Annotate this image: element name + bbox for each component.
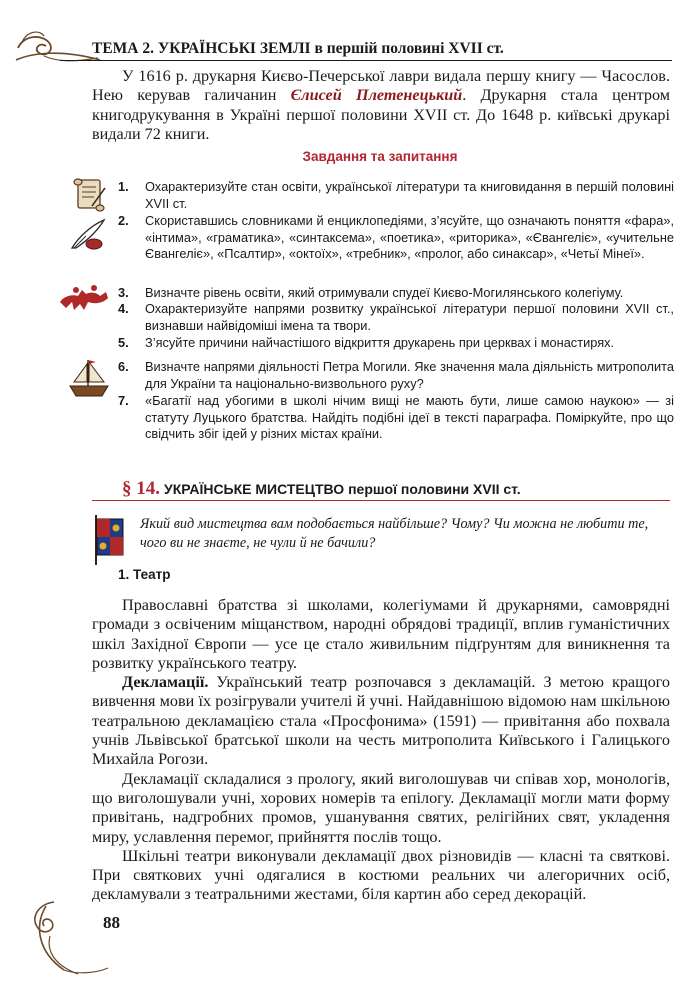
running-header-topic: ТЕМА 2. УКРАЇНСЬКІ ЗЕМЛІ [92,40,311,57]
footer-ornament-icon [24,896,110,976]
term-declamations: Декламації. [122,673,209,692]
page-number: 88 [103,913,120,932]
header-ornament-icon [14,28,102,68]
ship-icon [66,356,112,400]
intro-text-2: . Друкарня стала центром книгодрукування в Україні першої половини XVII ст. До 1648 р. київські друкарі видали 72 книги. [92,86,670,143]
section-title [164,481,521,497]
task-number: 4. [118,301,129,316]
task-text: Скориставшись словниками й енциклопедіями, з’ясуйте, що означають поняття «фара», «інтима», «граматика», «синтаксема», «поетика», «риторика», «Євангеліє», «учительне Євангеліє», «Псалтир», «октоїх», «требник», «пролог, або синаксар», «Четьї Мінеї». [145,213,674,262]
task-item [118,285,674,302]
body-paragraph: Православні братства зі школами, колегіумами й друкарнями, самоврядні громади з освіченим міщанством, народні обрядові традиції, вплив гуманістичних шкіл Західної Європи — усе це стало живильним підґрунтям для виникнення та розвитку українського театру. [92,596,670,672]
section-title-main: УКРАЇНСЬКЕ МИСТЕЦТВО [164,481,345,497]
scroll-icon [72,176,108,214]
quill-icon [68,218,108,252]
task-text: Визначте напрями діяльності Петра Могили. Яке значення мала діяльність митрополита для України та національно-визвольного руху? [145,359,674,391]
task-number: 7. [118,393,129,408]
section-body [92,596,670,905]
body-paragraph: Шкільні театри виконували декламації двох різновидів — класні та святкові. При святкових учні одягалися в костюми реальних чи алегоричних осіб, декламували з театральними жестами, біля картин або серед декорацій. [92,846,670,904]
task-item [118,359,674,392]
task-number: 3. [118,285,129,300]
section-number: § 14. [122,478,160,499]
subheading-theatre: 1. Театр [118,567,171,582]
intro-paragraph [92,67,670,144]
horsemen-icon [58,282,110,312]
section-rule [92,500,670,501]
task-text: Охарактеризуйте стан освіти, української літератури та книговидання в першій половині XVII ст. [145,179,674,211]
task-item [118,335,674,352]
motivation-question: Який вид мистецтва вам подобається найбільше? Чому? Чи можна не любити те, чого ви не знаєте, не чули й не бачили? [140,516,649,551]
running-header [92,40,672,58]
body-paragraph: Декламації складалися з прологу, який виголошував чи співав хор, монологів, що виголошували учні, хорових номерів та епілогу. Декламації могли мати форму привітань, надгробних промов, ушанування святих, релігійних свят, укладення миру, уславлення перемог, прийняття послів тощо. [92,769,670,846]
task-item [118,179,674,212]
header-rule [60,60,672,61]
task-number: 2. [118,213,129,228]
running-header-rest: в першій половині XVII ст. [314,40,504,57]
tasks-heading: Завдання та запитання [302,149,458,164]
body-paragraph [92,673,670,769]
banner-icon [92,515,126,565]
task-text: «Багатії над убогими в школі нічим вищі не мають бути, лише самою наукою» — зі статуту Луцького братства. Найдіть подібні ідеї в тексті параграфа. Поміркуйте, про що свідчить збіг ідей у різних містах країни. [145,393,674,442]
task-item [118,213,674,263]
task-text: Визначте рівень освіти, який отримували спудеї Києво-Могилянського колегіуму. [145,285,624,300]
section-title-rest: першої половини XVII ст. [348,481,521,497]
intro-text-1: У 1616 р. друкарня Києво-Печерської лаври видала першу книгу — Часослов. Нею керував галичанин [92,67,670,105]
task-text: Охарактеризуйте напрями розвитку української літератури першої половини XVII ст., визнавши найвідоміші імена та твори. [145,301,674,333]
person-name: Єлисей Плетенецький [290,86,463,105]
task-number: 6. [118,359,129,374]
task-item [118,301,674,334]
body-paragraph-text: Український театр розпочався з декламацій. З метою кращого вивчення мови їх розігрували учителі й учні. Найдавнішою відомою нам шкільною театральною декламацією стала «Просфонима» (1591) — привітання або похвала учнів Львівської братської школи на честь митрополита Київського і Галицького Михайла Рогози. [92,673,670,769]
task-item [118,393,674,443]
task-number: 5. [118,335,129,350]
task-text: З’ясуйте причини найчастішого відкриття друкарень при церквах і монастирях. [145,335,615,350]
task-number: 1. [118,179,129,194]
